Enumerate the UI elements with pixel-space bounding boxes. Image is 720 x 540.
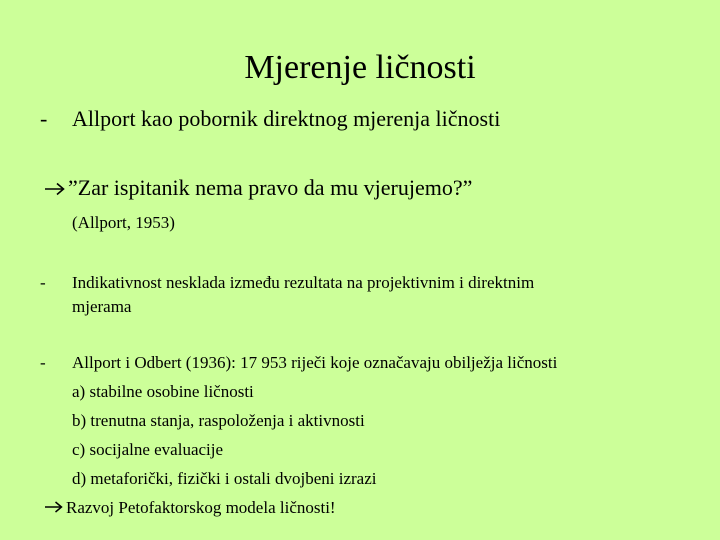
citation: (Allport, 1953) (72, 213, 175, 232)
conclusion-line (44, 498, 336, 518)
right-arrow-icon (44, 500, 64, 514)
point-allport-odbert: Allport i Odbert (1936): 17 953 riječi koje označavaju obilježja ličnosti (72, 353, 558, 372)
point-discrepancy-line2: mjerama (72, 297, 132, 316)
quote-text: ”Zar ispitanik nema pravo da mu vjerujemo?” (68, 175, 473, 200)
slide-title: Mjerenje ličnosti (244, 49, 476, 86)
list-item: c) socijalne evaluacije (72, 440, 224, 459)
list-item: d) metaforički, fizički i ostali dvojbeni izrazi (72, 469, 377, 488)
point-discrepancy-line1: Indikativnost nesklada između rezultata na projektivnim i direktnim (72, 273, 535, 292)
quote-line (44, 175, 472, 201)
list-item: a) stabilne osobine ličnosti (72, 382, 254, 401)
bullet-dash: - (40, 353, 46, 372)
right-arrow-icon (44, 182, 66, 196)
conclusion-text: Razvoj Petofaktorskog modela ličnosti! (66, 498, 336, 517)
bullet-dash: - (40, 273, 46, 292)
bullet-dash: - (40, 106, 48, 131)
list-item: b) trenutna stanja, raspoloženja i aktivnosti (72, 411, 365, 430)
point-direct-measurement: Allport kao pobornik direktnog mjerenja ličnosti (72, 106, 501, 131)
